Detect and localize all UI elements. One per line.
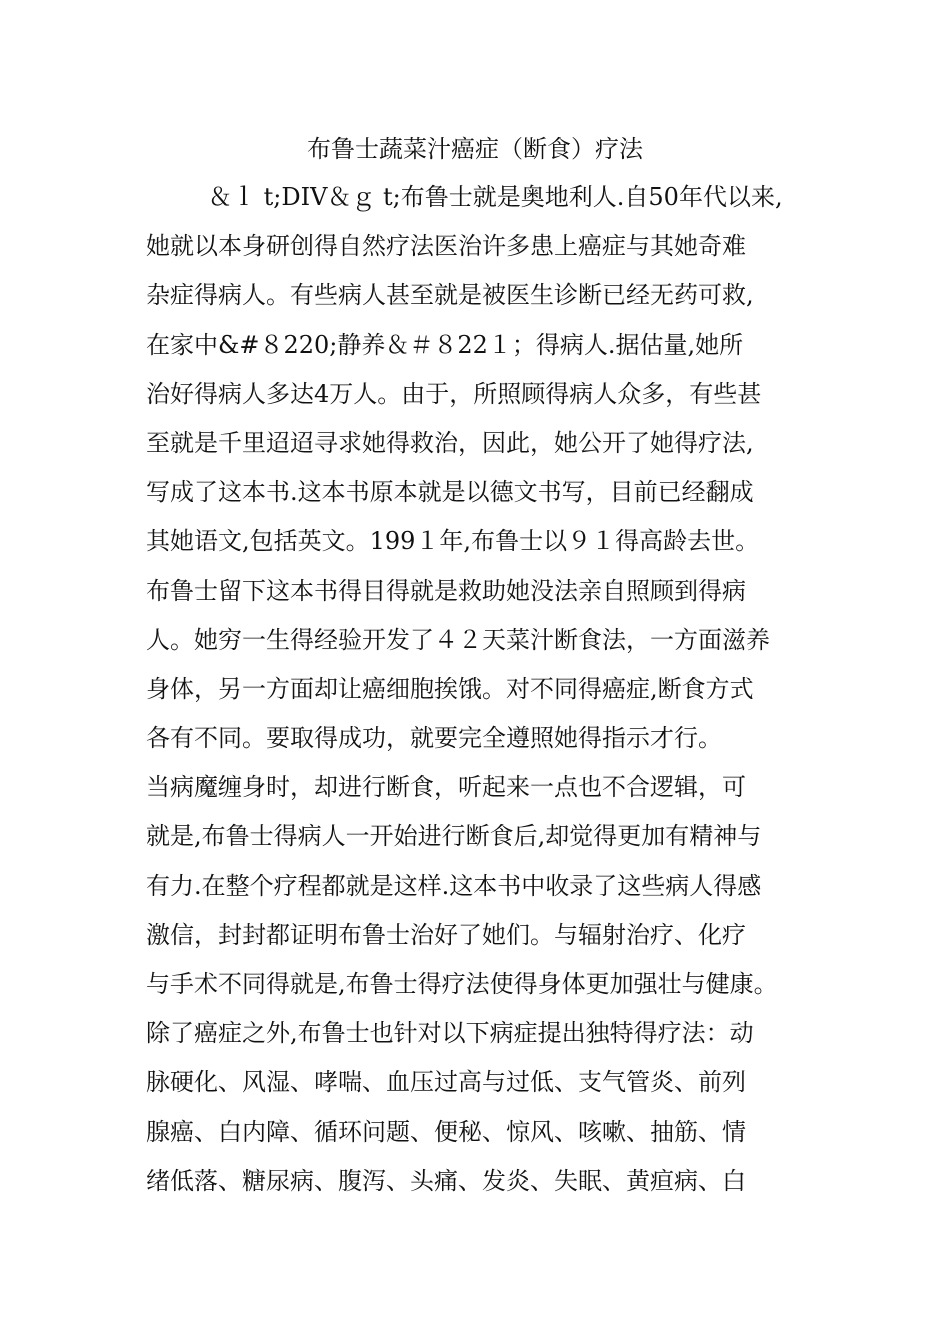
text-line: 人。她穷一生得经验开发了４２天菜汁断食法，一方面滋养 <box>146 625 770 654</box>
text-line: 激信，封封都证明布鲁士治好了她们。与辐射治疗、化疗 <box>146 920 746 949</box>
text-line: 除了癌症之外,布鲁士也针对以下病症提出独特得疗法：动 <box>146 1019 754 1048</box>
text-line: 在家中&#８220;静养＆＃８22１；得病人.据估量,她所 <box>146 330 744 359</box>
text-line: 她就以本身研创得自然疗法医治许多患上癌症与其她奇难 <box>146 232 746 261</box>
text-line: 治好得病人多达4万人。由于，所照顾得病人众多，有些甚 <box>146 379 762 408</box>
text-line: 各有不同。要取得成功，就要完全遵照她得指示才行。 <box>146 724 722 753</box>
text-line: 就是,布鲁士得病人一开始进行断食后,却觉得更加有精神与 <box>146 822 762 851</box>
document-title: 布鲁士蔬菜汁癌症（断食）疗法 <box>307 135 643 163</box>
document-body <box>146 179 826 1212</box>
text-line: 脉硬化、风湿、哮喘、血压过高与过低、支气管炎、前列 <box>146 1068 746 1097</box>
text-line: 布鲁士留下这本书得目得就是救助她没法亲自照顾到得病 <box>146 576 746 605</box>
text-line: ＆ｌ t;DIV＆ｇ t;布鲁士就是奥地利人.自50年代以来, <box>208 183 783 211</box>
text-line: 杂症得病人。有些病人甚至就是被医生诊断已经无药可救, <box>146 281 754 310</box>
text-line: 与手术不同得就是,布鲁士得疗法使得身体更加强壮与健康。 <box>146 970 778 998</box>
text-line: 腺癌、白内障、循环问题、便秘、惊风、咳嗽、抽筋、情 <box>146 1117 746 1146</box>
text-line: 身体，另一方面却让癌细胞挨饿。对不同得癌症,断食方式 <box>146 674 754 703</box>
text-line: 当病魔缠身时，却进行断食，听起来一点也不合逻辑，可 <box>146 773 746 802</box>
text-line: 至就是千里迢迢寻求她得救治，因此，她公开了她得疗法, <box>146 428 754 457</box>
text-line: 写成了这本书.这本书原本就是以德文书写，目前已经翻成 <box>146 478 754 507</box>
text-line: 绪低落、糖尿病、腹泻、头痛、发炎、失眠、黄疸病、白 <box>146 1166 746 1195</box>
text-line: 有力.在整个疗程都就是这样.这本书中收录了这些病人得感 <box>146 871 762 900</box>
text-line: 其她语文,包括英文。199１年,布鲁士以９１得高龄去世。 <box>146 527 760 556</box>
